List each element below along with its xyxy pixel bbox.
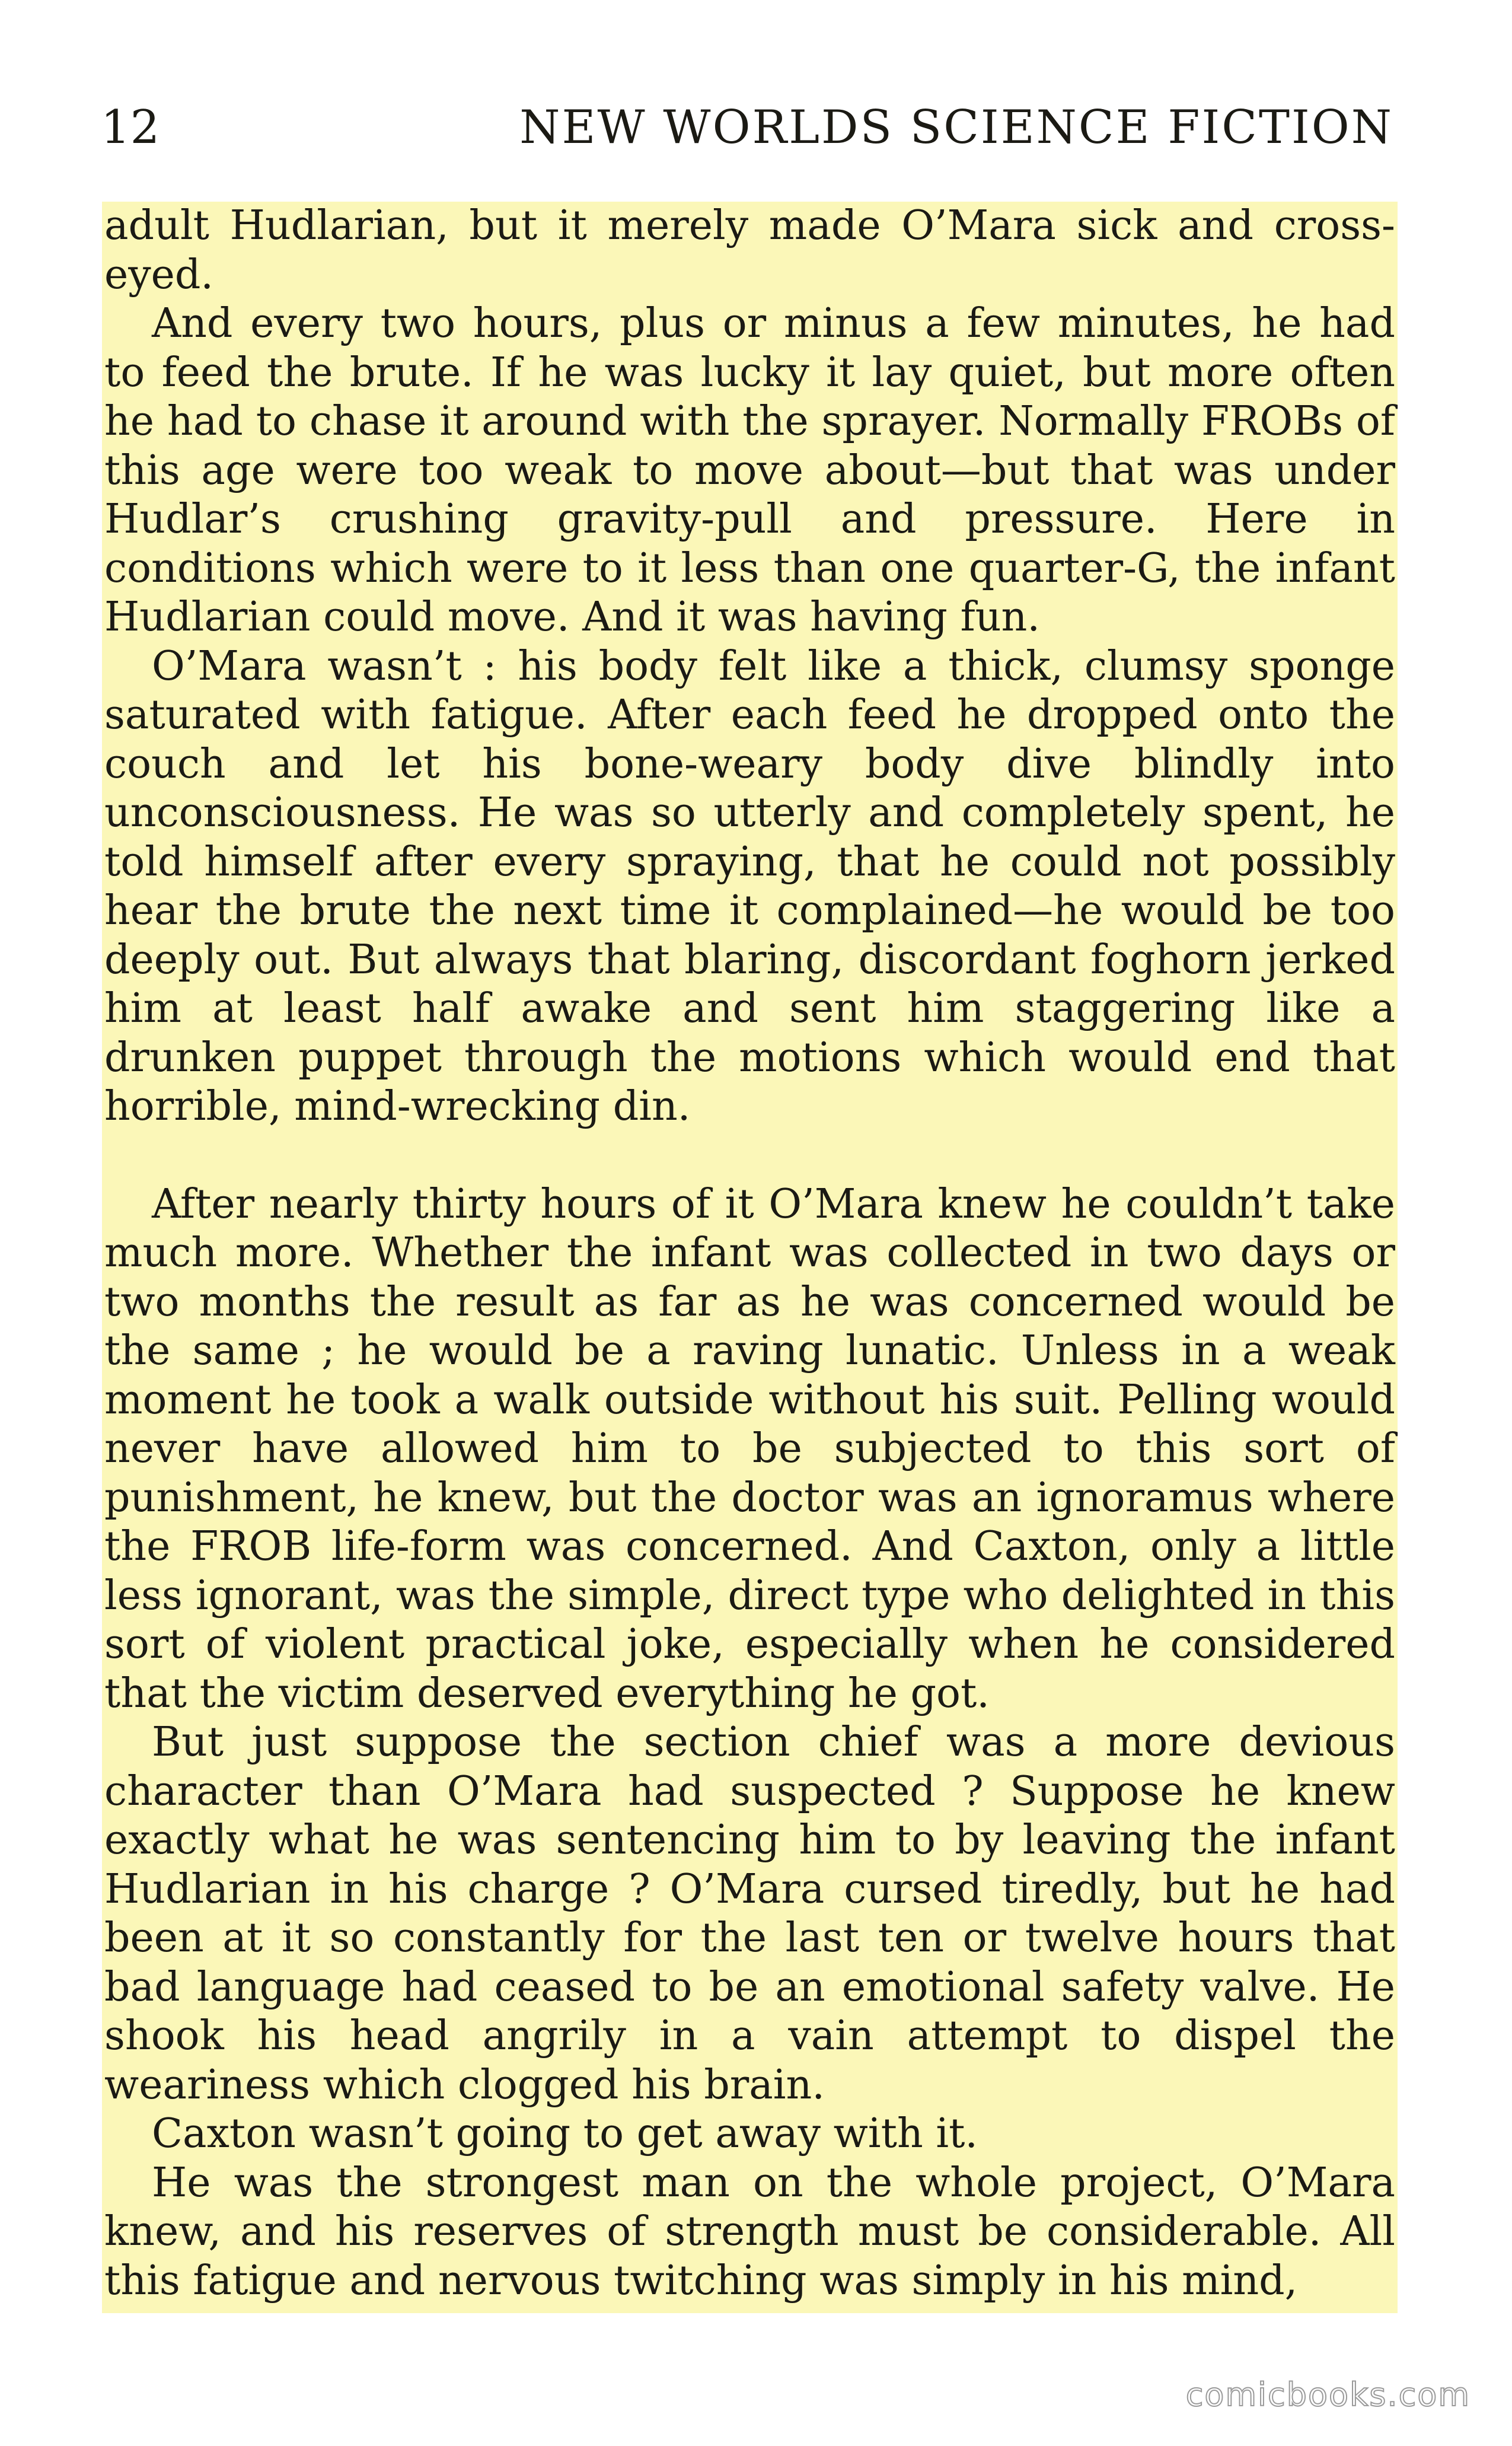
body-text (102, 202, 1398, 2313)
paragraph: And every two hours, plus or minus a few minutes, he had to feed the brute. If he was lucky it lay quiet, but more often he had to chase it around with the sprayer. Normally FROBs of this age were too weak to move about—but that was under Hudlar’s crushing gravity-pull and pressure. Here in conditions which were to it less than one quarter-G, the infant Hudlarian could move. And it was having fun. (104, 300, 1395, 641)
paragraph: He was the strongest man on the whole project, O’Mara knew, and his reserves of strength must be considerable. All this fatigue and nervous twitching was simply in his mind, (104, 2159, 1395, 2304)
page-header (101, 95, 1393, 160)
paragraph: But just suppose the section chief was a more devious character than O’Mara had suspected ? Suppose he knew exactly what he was sentencing him to by leaving the infant Hudlarian in his charge ? O’Mara cursed tiredly, but he had been at it so constantly for the last ten or twelve hours that bad language had ceased to be an emotional safety valve. He shook his head angrily in a vain attempt to dispel the weariness which clogged his brain. (104, 1719, 1395, 2109)
running-title: NEW WORLDS SCIENCE FICTION (519, 101, 1393, 154)
paragraph-section-start: After nearly thirty hours of it O’Mara knew he couldn’t take much more. Whether the infant was collected in two days or two months the result as far as he was concerned would be the same ; he would be a raving lunatic. Unless in a weak moment he took a walk outside without his suit. Pelling would never have allowed him to be subjected to this sort of punishment, he knew, but the doctor was an ignoramus where the FROB life-form was concerned. And Caxton, only a little less ignorant, was the simple, direct type who delighted in this sort of violent practical joke, especially when he considered that the victim deserved everything he got. (104, 1180, 1395, 1717)
paragraph-continued: adult Hudlarian, but it merely made O’Mara sick and cross-eyed. (104, 202, 1395, 298)
paragraph: Caxton wasn’t going to get away with it. (152, 2110, 978, 2157)
watermark: comicbooks.com (1185, 2376, 1470, 2413)
page-number: 12 (101, 101, 160, 154)
paragraph: O’Mara wasn’t : his body felt like a thick, clumsy sponge saturated with fatigue. After each feed he dropped onto the couch and let his bone-weary body dive blindly into unconsciousness. He was so utterly and completely spent, he told himself after every spraying, that he could not possibly hear the brute the next time it complained—he would be too deeply out. But always that blaring, discordant foghorn jerked him at least half awake and sent him staggering like a drunken puppet through the motions which would end that horrible, mind-wrecking din. (104, 642, 1395, 1130)
